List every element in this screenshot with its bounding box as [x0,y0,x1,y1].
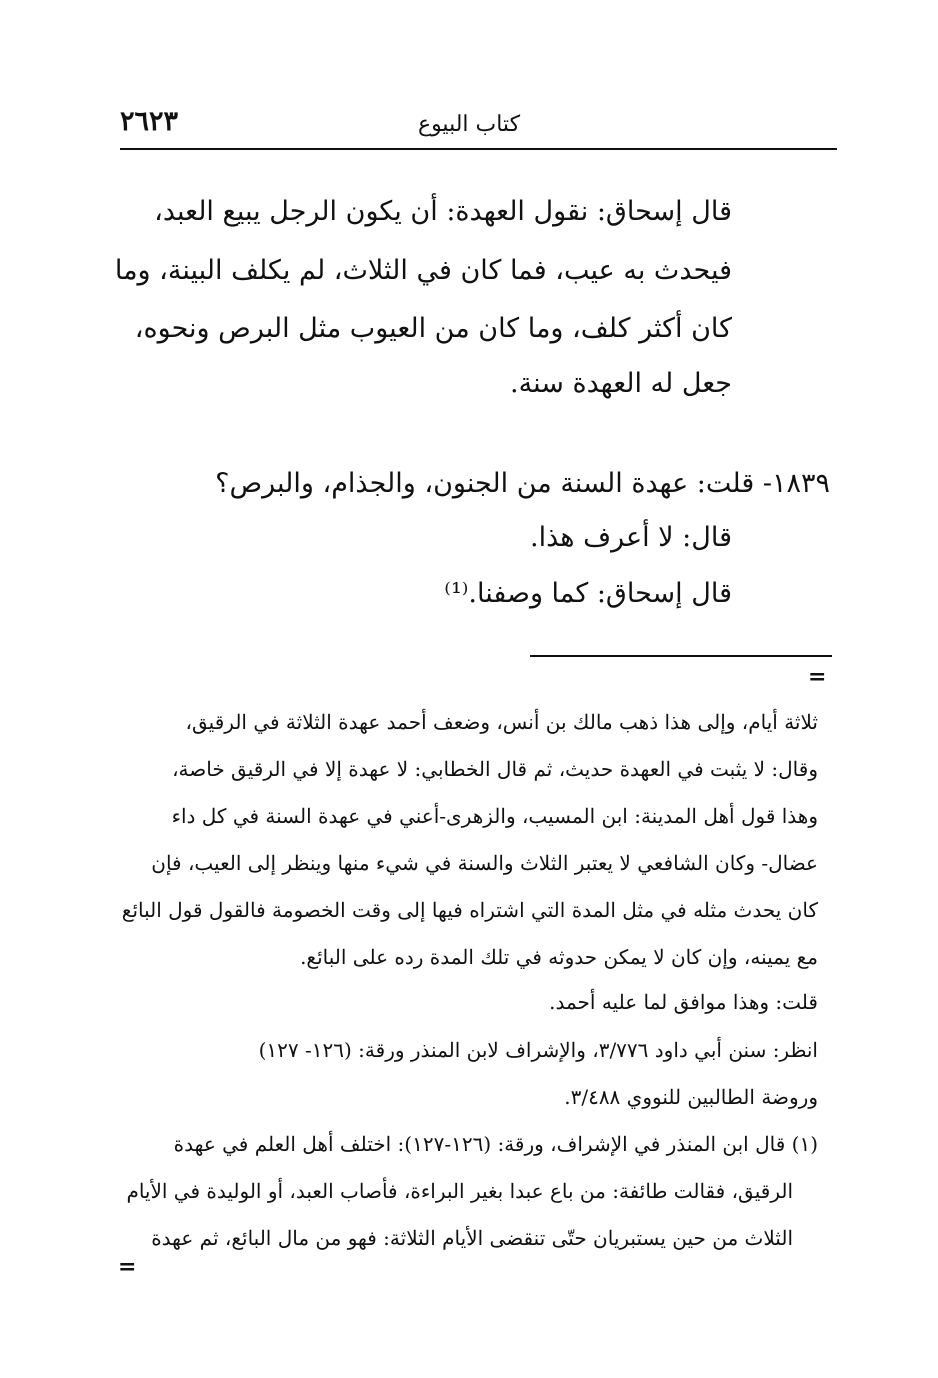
main-text-line: قال إسحاق: كما وصفنا.⁽¹⁾ [444,578,732,609]
footnote-line: الثلاث من حين يستبريان حتّى تنقضى الأيام الثلاثة: فهو من مال البائع، ثم عهدة [151,1226,793,1250]
footnote-line: وروضة الطالبين للنووي ٣/٤٨٨. [564,1085,818,1109]
page-number: ٢٦٢٣ [120,106,179,137]
footnote-line: قلت: وهذا موافق لما عليه أحمد. [549,990,818,1014]
footnote-line: ثلاثة أيام، وإلى هذا ذهب مالك بن أنس، وضعف أحمد عهدة الثلاثة في الرقيق، [185,710,818,734]
continuation-mark-top: = [808,664,827,690]
main-text-line: فيحدث به عيب، فما كان في الثلاث، لم يكلف البينة، وما [114,255,732,286]
footnote-line: (١) قال ابن المنذر في الإشراف، ورقة: (١٢٦-١٢٧): اختلف أهل العلم في عهدة [173,1132,818,1156]
footnote-line: وهذا قول أهل المدينة: ابن المسيب، والزهرى-أعني في عهدة السنة في كل داء [171,804,818,828]
footnote-line: وقال: لا يثبت في العهدة حديث، ثم قال الخطابي: لا عهدة إلا في الرقيق خاصة، [172,757,818,781]
footnote-line: انظر: سنن أبي داود ٣/٧٧٦، والإشراف لابن المنذر ورقة: (١٢٦- ١٢٧) [258,1038,818,1062]
main-text-line: جعل له العهدة سنة. [510,368,732,399]
running-title: كتاب البيوع [417,112,521,137]
main-text-line: قال إسحاق: نقول العهدة: أن يكون الرجل يبيع العبد، [154,196,732,227]
footnote-line: الرقيق، فقالت طائفة: من باع عبدا بغير البراءة، فأصاب العبد، أو الوليدة في الأيام [126,1179,793,1203]
header-rule [120,148,837,150]
footnote-separator [530,655,832,657]
footnote-line: مع يمينه، وإن كان لا يمكن حدوثه في تلك المدة رده على البائع. [300,945,818,969]
numbered-question-line: ١٨٣٩- قلت: عهدة السنة من الجنون، والجذام، والبرص؟ [215,468,830,499]
continuation-mark-bottom: = [118,1254,137,1280]
main-text-line: قال: لا أعرف هذا. [530,522,732,553]
footnote-line: كان يحدث مثله في مثل المدة التي اشتراه فيها إلى وقت الخصومة فالقول قول البائع [121,898,818,922]
main-text-line: كان أكثر كلف، وما كان من العيوب مثل البرص ونحوه، [134,313,732,344]
footnote-line: عضال- وكان الشافعي لا يعتبر الثلاث والسنة في شيء منها وينظر إلى العيب، فإن [151,851,818,875]
